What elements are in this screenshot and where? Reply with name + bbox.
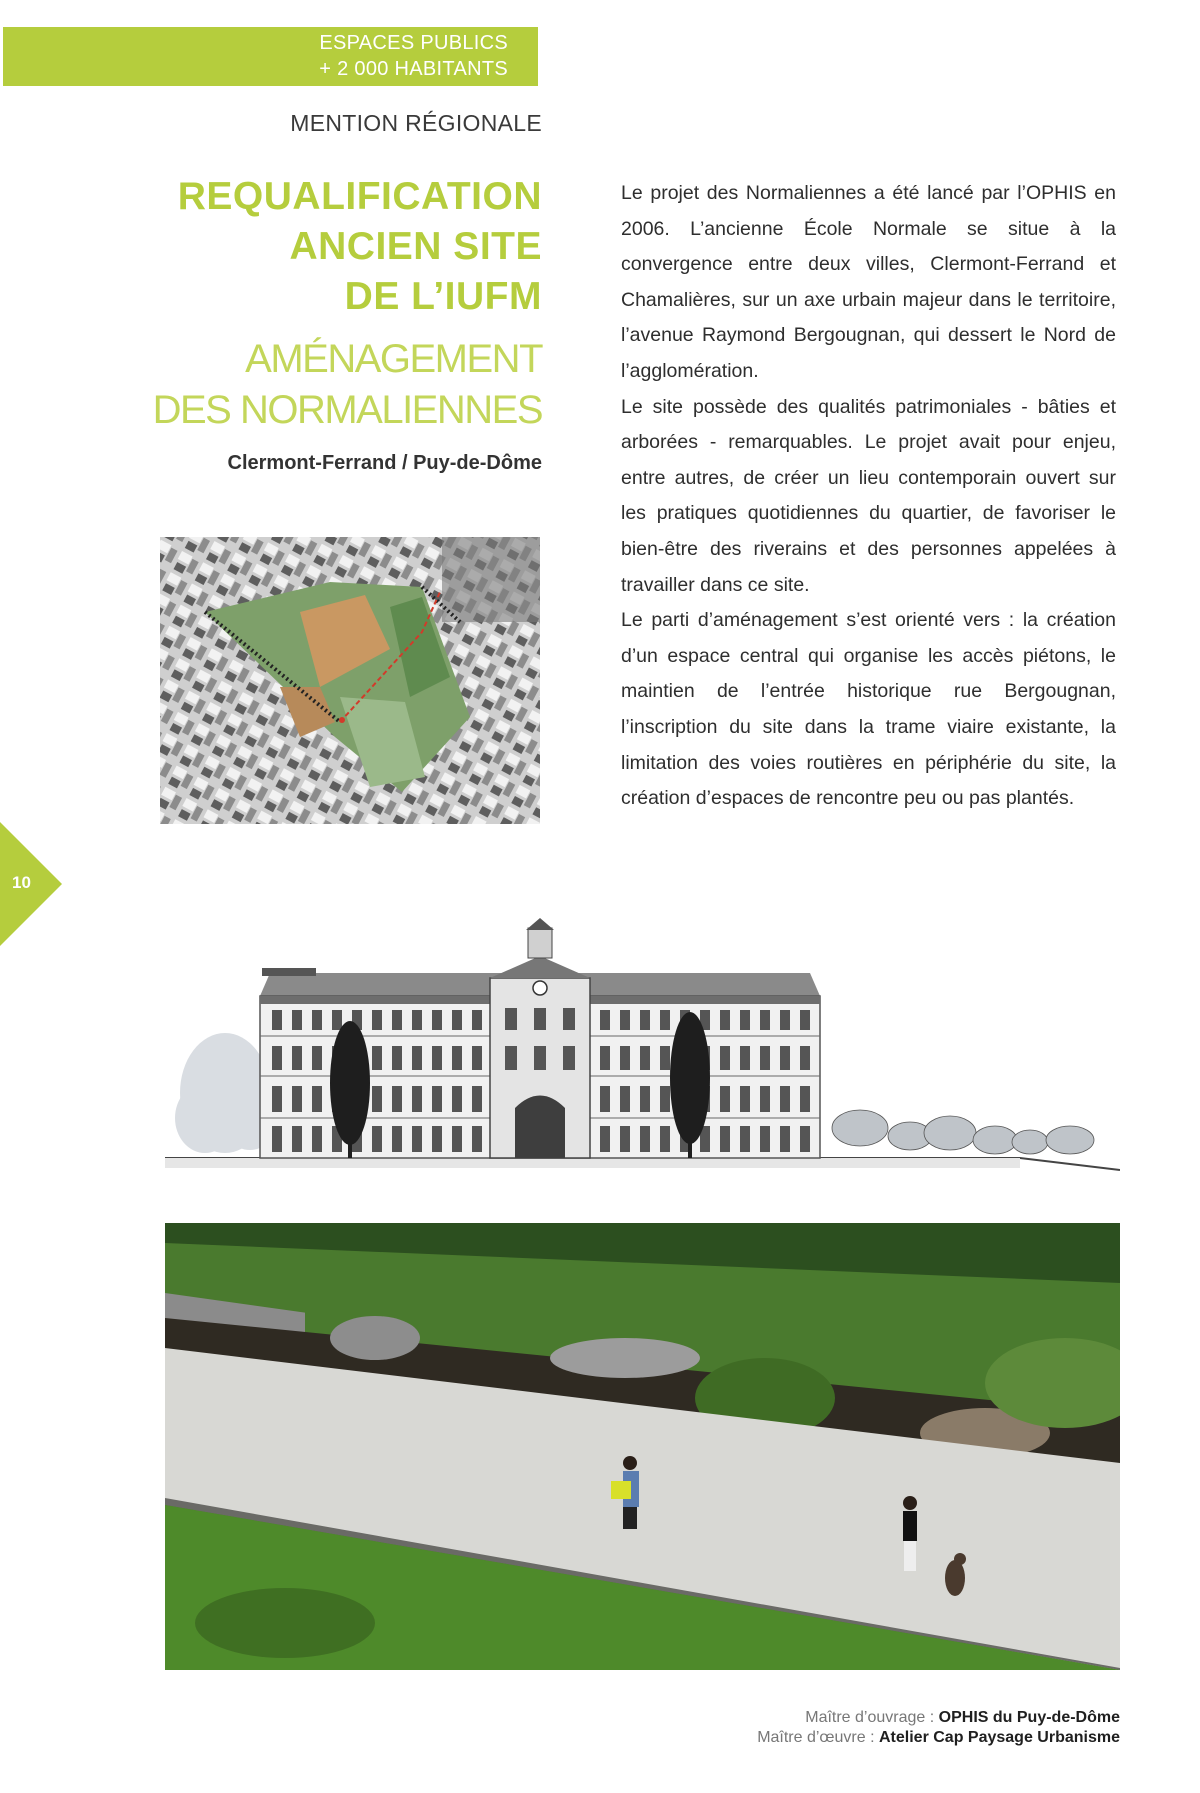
credit-owner <box>757 1708 1120 1728</box>
description-paragraph: Le parti d’aménagement s’est orienté vers : la création d’un espace central qui organise les accès piétons, le maintien de l’entrée historique rue Bergougnan, l’inscription du site dans la trame viaire existante, la limitation des voies routières en périphérie du site, la création d’espaces de rencontre peu ou pas plantés. <box>621 609 1116 810</box>
project-description <box>621 176 1116 817</box>
subtitle-line: DES NORMALIENNES <box>152 388 542 432</box>
category-banner <box>3 27 538 86</box>
subtitle-line: AMÉNAGEMENT <box>245 337 542 381</box>
title-line: REQUALIFICATION <box>177 175 542 218</box>
aerial-map-illustration <box>160 537 540 824</box>
credit-owner-value: OPHIS du Puy-de-Dôme <box>938 1709 1120 1726</box>
credit-designer <box>757 1728 1120 1748</box>
credit-designer-label: Maître d’œuvre : <box>757 1729 879 1746</box>
aerial-site-map <box>160 537 540 824</box>
project-credits <box>757 1708 1120 1748</box>
title-line: DE L’IUFM <box>344 275 542 318</box>
category-line-1: ESPACES PUBLICS <box>319 32 508 54</box>
project-title <box>82 172 542 322</box>
description-paragraph: Le site possède des qualités patrimoniales - bâties et arborées - remarquables. Le projet avait pour enjeu, entre autres, de créer un lieu contemporain ouvert sur les pratiques quotidiennes du quartier, de favoriser le bien-être des riverains et des personnes appelées à travailler dans ce site. <box>621 395 1116 596</box>
project-subtitle <box>82 334 542 436</box>
mention-label: MENTION RÉGIONALE <box>290 110 542 136</box>
page-number: 10 <box>12 873 31 892</box>
title-line: ANCIEN SITE <box>289 225 542 268</box>
category-line-2: + 2 000 HABITANTS <box>319 58 508 80</box>
building-elevation-drawing <box>160 918 1120 1178</box>
credit-owner-label: Maître d’ouvrage : <box>805 1709 939 1726</box>
description-paragraph: Le projet des Normaliennes a été lancé par l’OPHIS en 2006. L’ancienne École Normale se situe à la convergence entre deux villes, Clermont-Ferrand et Chamalières, sur un axe urbain majeur dans le territoire, l’avenue Raymond Bergougnan, qui dessert le Nord de l’agglomération. <box>621 182 1116 382</box>
landscape-photo <box>165 1223 1120 1670</box>
page-tab-marker <box>0 822 62 946</box>
project-location: Clermont-Ferrand / Puy-de-Dôme <box>227 452 542 474</box>
landscape-photo-illustration <box>165 1223 1120 1670</box>
tree-row-right <box>832 1110 1094 1154</box>
credit-designer-value: Atelier Cap Paysage Urbanisme <box>879 1729 1120 1746</box>
